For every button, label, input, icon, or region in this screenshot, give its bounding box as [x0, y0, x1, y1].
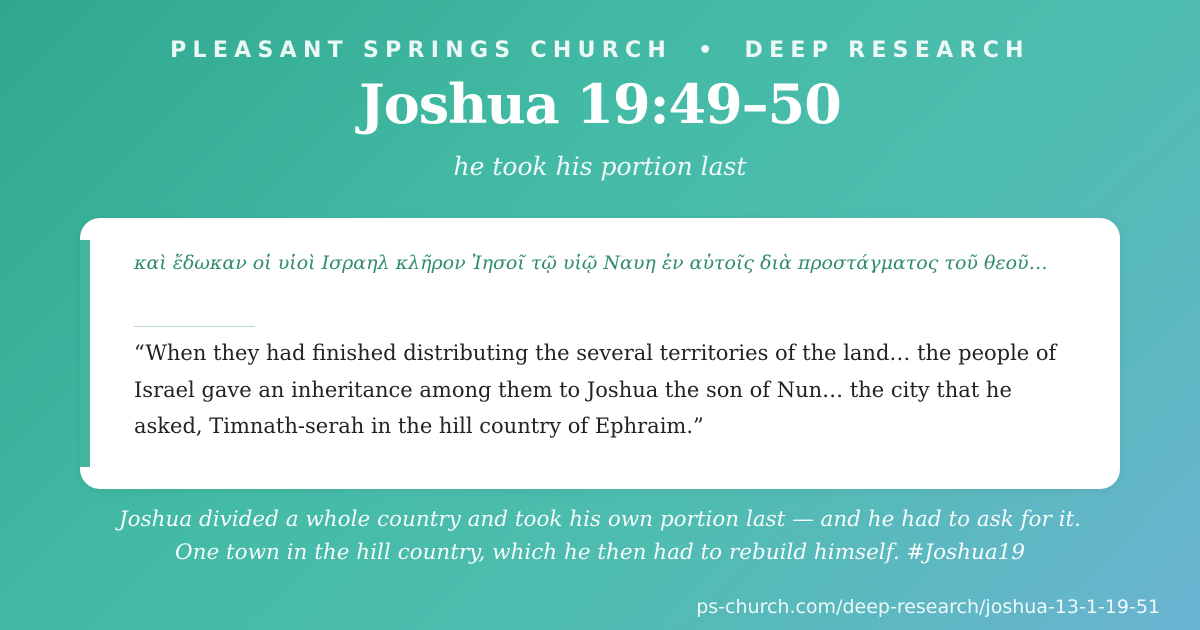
card-divider — [134, 326, 255, 327]
footer-url[interactable]: ps-church.com/deep-research/joshua-13-1-19-51 — [696, 596, 1160, 618]
church-name: PLEASANT SPRINGS CHURCH — [170, 38, 673, 63]
page-subtitle: he took his portion last — [453, 152, 747, 181]
page-title: Joshua 19:49–50 — [359, 72, 841, 136]
caption-line-2: One town in the hill country, which he then had to rebuild himself. #Joshua19 — [174, 540, 1026, 565]
greek-text: καὶ ἔδωκαν οἱ υἱοὶ Ισραηλ κλῆρον Ἰησοῖ τῷ υἱῷ Ναυη ἐν αὐτοῖς διὰ προστάγματος τοῦ θεοῦ… — [134, 252, 1048, 274]
card-accent-bar — [80, 240, 90, 467]
header-line — [0, 38, 1200, 63]
scripture-card — [80, 218, 1120, 489]
caption — [0, 503, 1200, 569]
caption-line-1: Joshua divided a whole country and took his own portion last — and he had to ask for it. — [119, 507, 1081, 532]
scripture-quote: “When they had finished distributing the several territories of the land… the people of Israel gave an inheritance among them to Joshua the son of Nun… the city that he asked, Timnath-serah in the hill country of Ephraim.” — [134, 341, 1057, 438]
section-name: DEEP RESEARCH — [744, 38, 1030, 63]
header-separator: • — [698, 38, 719, 63]
